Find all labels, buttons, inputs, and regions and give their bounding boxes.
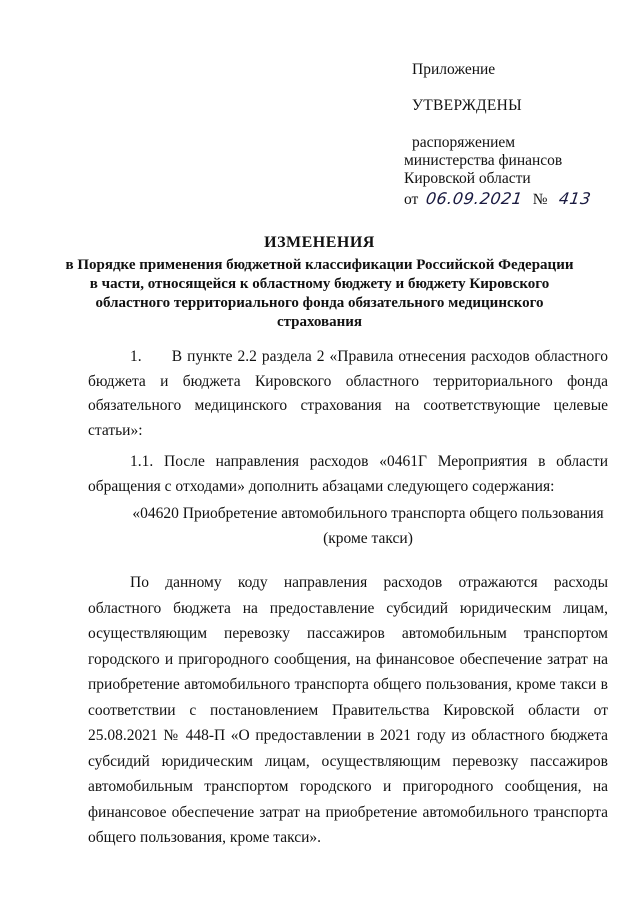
- order-line-3: Кировской области: [404, 170, 531, 187]
- approved-label: УТВЕРЖДЕНЫ: [412, 97, 522, 114]
- order-date-line: [404, 189, 591, 209]
- number-prefix: №: [532, 191, 548, 208]
- annex-label: Приложение: [412, 61, 496, 78]
- order-line-1: распоряжением: [412, 134, 516, 151]
- document-title: ИЗМЕНЕНИЯ: [264, 234, 375, 251]
- quoted-code-title: «04620 Приобретение автомобильного транспорта общего пользования (кроме такси): [132, 505, 604, 547]
- document-subtitle: в Порядке применения бюджетной классификации Российской Федерации в части, относящейся к областному бюджету и бюджету Кировского областного территориального фонда обязательного медицинского страхования: [65, 257, 574, 330]
- order-line-2: министерства финансов: [404, 152, 563, 169]
- paragraph-1-1: 1.1. После направления расходов «0461Г Мероприятия в области обращения с отходами» дополнить абзацами следующего содержания:: [88, 453, 608, 495]
- handwritten-date: 06.09.2021: [424, 189, 525, 208]
- handwritten-number: 413: [558, 189, 593, 208]
- paragraph-2: По данному коду направления расходов отражаются расходы областного бюджета на предоставление субсидий юридическим лицам, осуществляющим перевозку пассажиров автомобильным транспортом городского и пригородного сообщения, на финансовое обеспечение затрат на приобретение автомобильного транспорта общего пользования, кроме такси в соответствии с постановлением Правительства Кировской области от 25.08.2021 № 448-П «О предоставлении в 2021 году из областного бюджета субсидий юридическим лицам, осуществляющим перевозку пассажиров автомобильным транспортом городского и пригородного сообщения, на финансовое обеспечение затрат на приобретение автомобильного транспорта общего пользования, кроме такси».: [88, 574, 608, 846]
- paragraph-1: 1. В пункте 2.2 раздела 2 «Правила отнесения расходов областного бюджета и бюджета Кировского областного территориального фонда обязательного медицинского страхования на соответствующие целевые статьи»:: [88, 348, 612, 439]
- date-prefix: от: [404, 191, 419, 208]
